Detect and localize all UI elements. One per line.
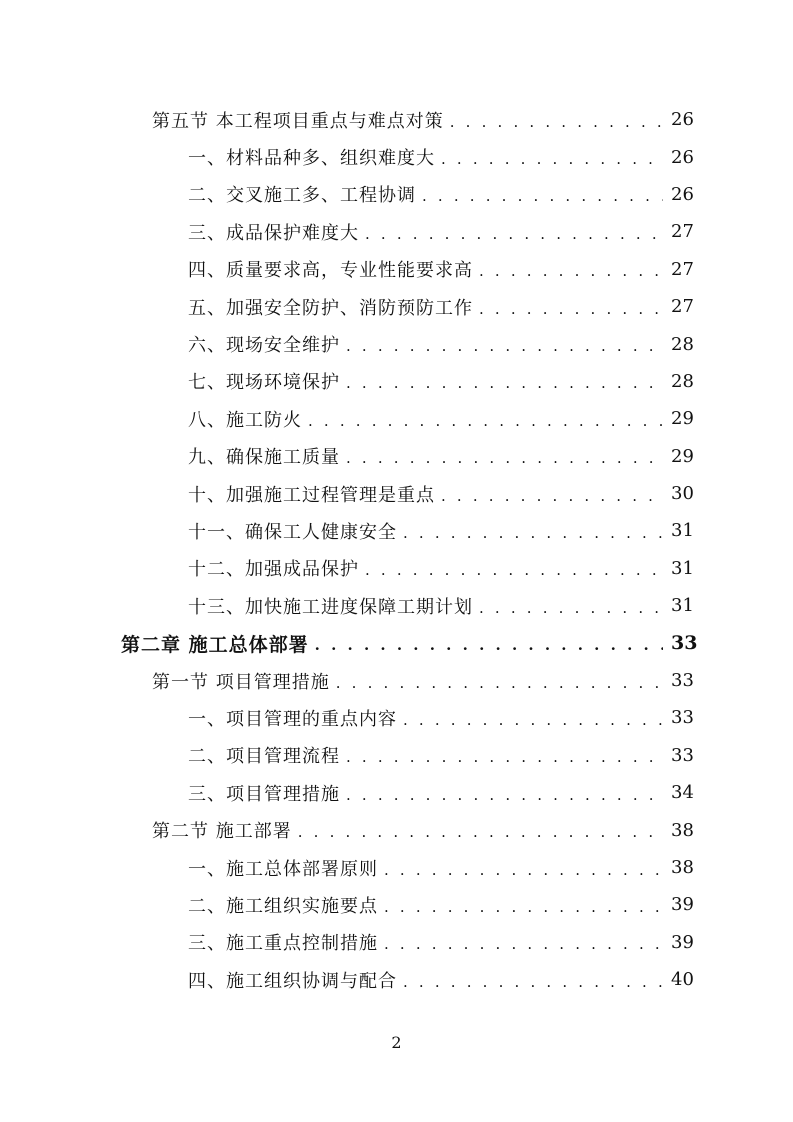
toc-entry[interactable] <box>0 886 793 923</box>
toc-entry[interactable] <box>0 849 793 886</box>
toc-entry[interactable] <box>0 325 793 362</box>
dot-leader <box>384 935 663 953</box>
toc-entry[interactable] <box>0 774 793 811</box>
toc-entry[interactable] <box>0 811 793 848</box>
toc-entry-page: 29 <box>671 408 694 430</box>
toc-entry-label: 十二、加强成品保护 <box>188 559 359 581</box>
toc-entry-label: 三、项目管理措施 <box>188 783 340 805</box>
toc-entry-page: 33 <box>671 744 694 766</box>
toc-entry[interactable] <box>0 662 793 699</box>
toc-entry[interactable] <box>0 512 793 549</box>
toc-entry[interactable] <box>0 176 793 213</box>
dot-leader <box>298 823 663 841</box>
dot-leader <box>346 374 663 392</box>
toc-entry[interactable] <box>0 400 793 437</box>
toc-entry[interactable] <box>0 924 793 961</box>
toc-entry-page: 29 <box>671 445 694 467</box>
dot-leader <box>441 150 663 168</box>
toc-entry[interactable] <box>0 550 793 587</box>
toc-entry-label: 五、加强安全防护、消防预防工作 <box>188 297 473 319</box>
dot-leader <box>315 636 663 654</box>
toc-entry-label: 六、现场安全维护 <box>188 335 340 357</box>
dot-leader <box>346 786 663 804</box>
dot-leader <box>346 748 663 766</box>
dot-leader <box>422 187 663 205</box>
toc-entry-page: 40 <box>671 969 694 991</box>
page-number: 2 <box>391 1033 402 1052</box>
toc-entry[interactable] <box>0 737 793 774</box>
dot-leader <box>365 561 663 579</box>
toc-entry-label: 第二章 施工总体部署 <box>121 633 309 656</box>
toc-entry-label: 一、项目管理的重点内容 <box>188 708 397 730</box>
toc-entry-page: 38 <box>671 819 694 841</box>
toc-entry-page: 39 <box>671 894 694 916</box>
toc-entry-label: 十、加强施工过程管理是重点 <box>188 484 435 506</box>
toc-entry-label: 三、施工重点控制措施 <box>188 933 378 955</box>
toc-entry-label: 二、交叉施工多、工程协调 <box>188 185 416 207</box>
toc-entry[interactable] <box>0 101 793 138</box>
toc-entry-label: 八、施工防火 <box>188 409 302 431</box>
toc-entry-page: 33 <box>671 707 694 729</box>
toc-entry[interactable] <box>0 475 793 512</box>
dot-leader <box>450 113 663 131</box>
toc-entry-label: 四、施工组织协调与配合 <box>188 970 397 992</box>
toc-entry[interactable] <box>0 251 793 288</box>
toc-entry-page: 27 <box>671 258 694 280</box>
dot-leader <box>384 861 663 879</box>
toc-entry-label: 四、质量要求高，专业性能要求高 <box>188 260 473 282</box>
toc-entry[interactable] <box>0 438 793 475</box>
toc-entry-page: 31 <box>671 595 694 617</box>
toc-entry-page: 27 <box>671 296 694 318</box>
dot-leader <box>403 973 663 991</box>
table-of-contents <box>0 101 793 998</box>
toc-entry-page: 28 <box>671 370 694 392</box>
dot-leader <box>479 300 663 318</box>
toc-entry-label: 一、材料品种多、组织难度大 <box>188 148 435 170</box>
toc-entry-label: 第五节 本工程项目重点与难点对策 <box>152 110 444 132</box>
toc-entry[interactable] <box>0 288 793 325</box>
dot-leader <box>308 412 663 430</box>
toc-entry-page: 26 <box>671 109 694 131</box>
toc-entry-label: 九、确保施工质量 <box>188 447 340 469</box>
toc-entry-label: 二、施工组织实施要点 <box>188 895 378 917</box>
dot-leader <box>336 674 663 692</box>
toc-entry-label: 七、现场环境保护 <box>188 372 340 394</box>
toc-entry-page: 33 <box>671 632 698 655</box>
toc-entry-label: 一、施工总体部署原则 <box>188 858 378 880</box>
toc-entry-page: 33 <box>671 670 694 692</box>
toc-entry-page: 30 <box>671 483 694 505</box>
toc-entry-page: 34 <box>671 782 694 804</box>
dot-leader <box>441 487 663 505</box>
toc-entry-page: 39 <box>671 931 694 953</box>
dot-leader <box>346 337 663 355</box>
toc-entry-label: 三、成品保护难度大 <box>188 222 359 244</box>
toc-entry-page: 31 <box>671 557 694 579</box>
toc-entry[interactable] <box>0 587 793 624</box>
toc-entry-page: 31 <box>671 520 694 542</box>
toc-entry[interactable] <box>0 699 793 736</box>
toc-entry-label: 第二节 施工部署 <box>152 821 292 843</box>
toc-entry-page: 27 <box>671 221 694 243</box>
toc-entry-label: 二、项目管理流程 <box>188 746 340 768</box>
toc-entry-page: 38 <box>671 857 694 878</box>
toc-entry-page: 26 <box>671 146 694 168</box>
dot-leader <box>365 225 663 243</box>
toc-entry-page: 26 <box>671 183 694 205</box>
dot-leader <box>346 449 663 467</box>
toc-chapter-entry[interactable] <box>0 624 793 661</box>
toc-entry-label: 十一、确保工人健康安全 <box>188 521 397 543</box>
toc-entry[interactable] <box>0 138 793 175</box>
toc-entry-page: 28 <box>671 333 694 355</box>
toc-entry-label: 十三、加快施工进度保障工期计划 <box>188 596 473 618</box>
toc-entry[interactable] <box>0 213 793 250</box>
dot-leader <box>479 599 663 617</box>
dot-leader <box>479 262 663 280</box>
toc-entry-label: 第一节 项目管理措施 <box>152 671 330 693</box>
toc-entry[interactable] <box>0 363 793 400</box>
toc-entry[interactable] <box>0 961 793 998</box>
dot-leader <box>403 524 663 542</box>
dot-leader <box>384 898 663 916</box>
dot-leader <box>403 711 663 729</box>
